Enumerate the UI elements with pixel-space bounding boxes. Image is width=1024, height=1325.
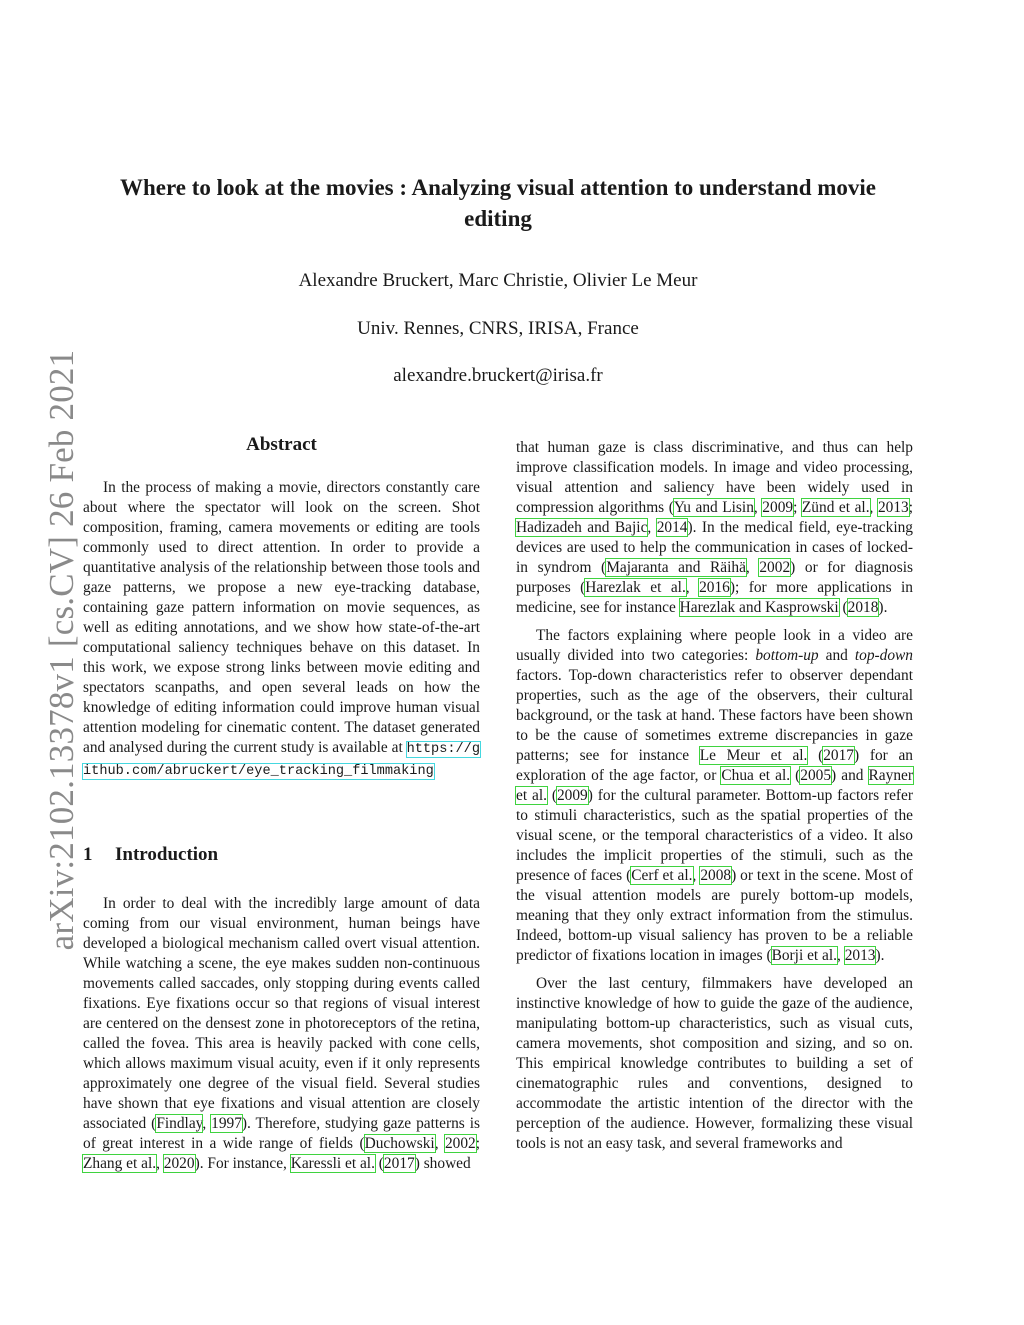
author-list: Alexandre Bruckert, Marc Christie, Olivier Le Meur bbox=[298, 270, 698, 291]
citation-link[interactable]: 2002 bbox=[759, 559, 791, 576]
body-text: ); for more applications in medicine, see for instance bbox=[516, 579, 913, 616]
body-text: factors. Top-down characteristics refer to observer dependant properties, such as the age of the observers, their cultural background, or the task at hand. These factors have been shown to be the cause of sometimes extreme discrepancies in gaze patterns; see for instance bbox=[516, 667, 913, 764]
citation-link[interactable]: Hadizadeh and Bajic bbox=[516, 519, 648, 536]
citation-link[interactable]: Yu and Lisin bbox=[673, 499, 754, 516]
intro-text: In order to deal with the incredibly large amount of data coming from our visual environment, human beings have developed a biological mechanism called overt visual attention. While watching a scene, the eye makes sudden non-continuous movements called saccades, only stopping during events called fixations. Eye fixations occur so that regions of visual interest are centered on the densest zone in photoreceptors of the retina, called the fovea. This area is heavily packed with cone cells, which allows maximum visual acuity, even if it only represents approximately one degree of the visual field. Several studies have shown that eye fixations and visual attention are closely associated ( bbox=[83, 895, 480, 1132]
citation-link[interactable]: Duchowski bbox=[364, 1135, 435, 1152]
intro-text: ; bbox=[475, 1135, 481, 1152]
intro-text: ). For instance, bbox=[194, 1155, 291, 1172]
abstract-heading: Abstract bbox=[246, 434, 317, 455]
citation-link[interactable]: 2009 bbox=[556, 787, 588, 804]
paragraph: that human gaze is class discriminative, and thus can help improve classification models. In image and video processing, visual attention and saliency have been widely used in compression algorithms (Yu and Lisin, 2009; Zünd et al., 2013; Hadizadeh and Bajic, 2014). In the medical field, eye-tracking devices are used to help the communication in cases of locked-in syndrom (Majaranta and Räihä, 2002) or for diagnosis purposes (Harezlak et al., 2016); for more applications in medicine, see for instance Harezlak and Kasprowski (2018). bbox=[516, 439, 913, 616]
abstract-text bbox=[83, 478, 480, 782]
paragraph: Over the last century, filmmakers have developed an instinctive knowledge of how to guide the gaze of the audience, manipulating bottom-up characteristics, such as visual cuts, camera movements, shot composition and sizing, and so on. This empirical knowledge contributes to building a set of cinematographic rules and conventions, designed to accommodate the artistic intention of the director with the perception of the audience. However, formalizing these visual tools is not an easy task, and several frameworks and bbox=[516, 975, 913, 1152]
body-text: for the cultural parameter. Bottom-up factors refer to stimuli characteristics, such as the spatial properties of the visual scene, or the temporal characteristics of a video. It also includes the implicit properties of the stimuli, such as the presence of faces ( bbox=[516, 787, 913, 884]
body-text: ). bbox=[875, 947, 885, 964]
body-text: and bbox=[818, 647, 855, 664]
contact-email[interactable]: alexandre.bruckert@irisa.fr bbox=[393, 365, 603, 386]
citation-link[interactable]: 2016 bbox=[699, 579, 730, 596]
citation-link[interactable]: 1997 bbox=[211, 1115, 242, 1132]
section-heading-introduction bbox=[83, 844, 218, 866]
right-column bbox=[516, 438, 913, 1162]
emphasis: top-down bbox=[854, 647, 913, 664]
citation-link[interactable]: Karessli et al. bbox=[290, 1155, 375, 1172]
citation-link[interactable]: Rayner et al. bbox=[516, 767, 913, 804]
body-text: The factors explaining where people look in a video are usually divided into two categories: bbox=[516, 627, 913, 664]
body-text: ) or for diagnosis purposes ( bbox=[516, 559, 913, 596]
citation-link[interactable]: 2005 bbox=[800, 767, 832, 784]
intro-text: showed bbox=[419, 1155, 471, 1172]
citation-link[interactable]: 2013 bbox=[877, 499, 909, 516]
citation-link[interactable]: 2014 bbox=[656, 519, 688, 536]
section-title: Introduction bbox=[115, 844, 219, 865]
citation-link[interactable]: 2008 bbox=[700, 867, 732, 884]
citation-link[interactable]: Majaranta and Räihä bbox=[606, 559, 746, 576]
citation-link[interactable]: 2020 bbox=[163, 1155, 195, 1172]
citation-link[interactable]: 2018 bbox=[847, 599, 879, 616]
citation-link[interactable]: Findlay bbox=[156, 1115, 203, 1132]
citation-link[interactable]: 2013 bbox=[844, 947, 876, 964]
abstract-body-text: In the process of making a movie, directors constantly care about where the spectator will look on the screen. Shot composition, framing, camera movements or editing are tools commonly used to direct attention. In order to provide a quantitative analysis of the relationship between those tools and gaze patterns, we propose a new eye-tracking database, containing gaze pattern information on movie sequences, as well as editing annotations, and we show how state-of-the-art computational saliency techniques behave on this dataset. In this work, we expose strong links between movie editing and spectators scanpaths, and open several leads on how the knowledge of editing information could improve human visual attention modeling for cinematic content. The dataset generated and analysed during the current study is available at bbox=[83, 479, 480, 756]
citation-link[interactable]: 2017 bbox=[383, 1155, 415, 1172]
paper-title: Where to look at the movies : Analyzing visual attention to understand movie editing bbox=[119, 175, 877, 231]
body-text: . bbox=[883, 599, 888, 616]
citation-link[interactable]: Zhang et al. bbox=[83, 1155, 157, 1172]
intro-text: ). Therefore, studying gaze patterns is of great interest in a wide range of fields ( bbox=[83, 1115, 480, 1152]
paragraph: The factors explaining where people look in a video are usually divided into two categories: bottom-up and top-down factors. Top-down characteristics refer to observer dependant properties, such as the age of the observers, their cultural background, or the task at hand. These factors have been shown to be the cause of sometimes extreme discrepancies in gaze patterns; see for instance Le Meur et al. (2017) for an exploration of the age factor, or Chua et al. (2005) and Rayner et al. (2009) for the cultural parameter. Bottom-up factors refer to stimuli characteristics, such as the spatial properties of the visual scene, or the temporal characteristics of a video. It also includes the implicit properties of the stimuli, such as the presence of faces (Cerf et al., 2008) or text in the scene. Most of the visual attention models are purely bottom-up models, meaning that they only extract information from the stimulus. Indeed, bottom-up visual saliency has proven to be a reliable predictor of fixations location in images (Borji et al., 2013). bbox=[516, 627, 913, 964]
body-text: ). In the medical field, eye-tracking devices are used to help the communication in cases of locked-in syndrom ( bbox=[516, 519, 913, 576]
citation-link[interactable]: 2002 bbox=[444, 1135, 476, 1152]
body-text: for an exploration of the age factor, or bbox=[516, 747, 913, 784]
citation-link[interactable]: Harezlak and Kasprowski bbox=[679, 599, 839, 616]
emphasis: bottom-up bbox=[755, 647, 819, 664]
citation-link[interactable]: Borji et al. bbox=[771, 947, 837, 964]
citation-link[interactable]: 2009 bbox=[762, 499, 794, 516]
dataset-link[interactable]: https://github.com/abruckert/eye_tracking_filmmaking bbox=[83, 742, 480, 779]
citation-link[interactable]: Chua et al. bbox=[721, 767, 791, 784]
body-text: and bbox=[836, 767, 869, 784]
body-text: ) or text in the scene. Most of the visual attention models are purely bottom-up models, meaning that they only extract information from the stimulus. Indeed, bottom-up visual saliency has proven to be a reliable predictor of fixations location in images ( bbox=[516, 867, 913, 964]
citation-link[interactable]: Cerf et al. bbox=[631, 867, 693, 884]
citation-link[interactable]: Harezlak et al. bbox=[585, 579, 686, 596]
citation-link[interactable]: Zünd et al. bbox=[801, 499, 870, 516]
body-text: that human gaze is class discriminative, and thus can help improve classification models. In image and video processing, visual attention and saliency have been widely used in compression algorithms ( bbox=[516, 439, 913, 516]
section-number: 1 bbox=[83, 844, 93, 865]
arxiv-identifier: arXiv:2102.13378v1 [cs.CV] 26 Feb 2021 bbox=[42, 349, 81, 951]
citation-link[interactable]: 2017 bbox=[823, 747, 854, 764]
affiliation: Univ. Rennes, CNRS, IRISA, France bbox=[357, 318, 639, 339]
introduction-paragraph: In order to deal with the incredibly large amount of data coming from our visual environment, human beings have developed a biological mechanism called overt visual attention. While watching a scene, the eye makes sudden non-continuous movements called saccades, only stopping during events called fixations. Eye fixations occur so that regions of visual interest are centered on the densest zone in photoreceptors of the retina, called the fovea. This area is heavily packed with cone cells, which allows maximum visual acuity, even if it only represents approximately one degree of the visual field. Several studies have shown that eye fixations and visual attention are closely associated (Findlay, 1997). Therefore, studying gaze patterns is of great interest in a wide range of fields (Duchowski, 2002; Zhang et al., 2020). For instance, Karessli et al. (2017) showed bbox=[83, 895, 481, 1172]
citation-link[interactable]: Le Meur et al. bbox=[699, 747, 808, 764]
